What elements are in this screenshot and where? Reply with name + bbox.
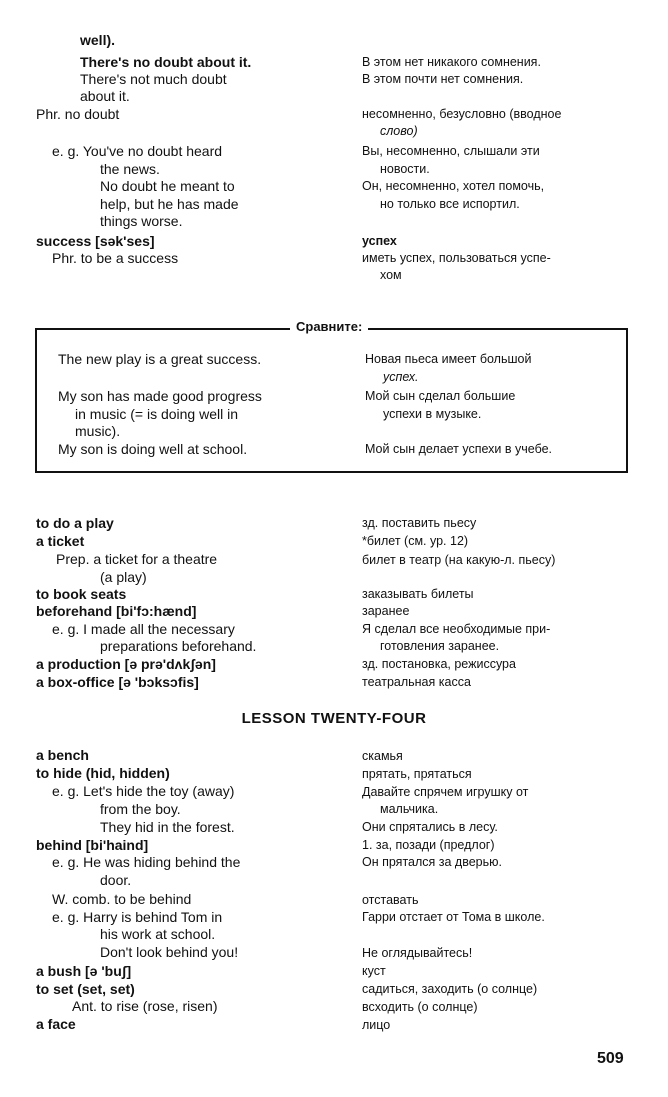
headword: to do a play — [36, 515, 114, 531]
headword: a bush [ə 'buʃ] — [36, 963, 132, 979]
en-line: (a play) — [100, 569, 147, 585]
ru-line: слово) — [380, 124, 418, 138]
en-line: door. — [100, 872, 132, 888]
headword: beforehand [bi'fɔ:hænd] — [36, 603, 197, 619]
box-ru-line: Мой сын сделал большие — [365, 389, 516, 403]
en-line: preparations beforehand. — [100, 638, 257, 654]
ru-line: Он прятался за дверью. — [362, 855, 502, 869]
en-line: e. g. Let's hide the toy (away) — [52, 783, 235, 799]
ru-line: отставать — [362, 893, 419, 907]
ru-line: 1. за, позади (предлог) — [362, 838, 495, 852]
ru-line: несомненно, безусловно (вводное — [362, 107, 562, 121]
en-line: There's no doubt about it. — [80, 54, 252, 70]
headword: a ticket — [36, 533, 85, 549]
ru-line: В этом нет никакого сомнения. — [362, 55, 541, 69]
en-line: e. g. Harry is behind Tom in — [52, 909, 223, 925]
ru-line: *билет (см. ур. 12) — [362, 534, 469, 548]
en-line: Prep. a ticket for a theatre — [56, 551, 218, 567]
headword: a box-office [ə 'bɔksɔfis] — [36, 674, 199, 690]
ru-line: успех — [362, 234, 397, 248]
ru-line: Я сделал все необходимые при- — [362, 622, 551, 636]
en-line: Ant. to rise (rose, risen) — [72, 998, 218, 1014]
headword: to set (set, set) — [36, 981, 135, 997]
en-line: well). — [80, 32, 116, 48]
ru-line: хом — [380, 268, 402, 282]
ru-line: всходить (о солнце) — [362, 1000, 478, 1014]
en-line: Phr. to be a success — [52, 250, 179, 266]
ru-line: мальчика. — [380, 802, 439, 816]
en-line: They hid in the forest. — [100, 819, 235, 835]
box-en-line: My son is doing well at school. — [58, 441, 248, 457]
box-ru-line: успехи в музыке. — [383, 407, 482, 421]
headword: a face — [36, 1016, 76, 1032]
compare-box-title: Сравните: — [290, 318, 368, 336]
ru-line: зд. поставить пьесу — [362, 516, 477, 530]
ru-line: куст — [362, 964, 386, 978]
en-line: Phr. no doubt — [36, 106, 120, 122]
ru-line: Давайте спрячем игрушку от — [362, 785, 529, 799]
en-line: No doubt he meant to — [100, 178, 235, 194]
ru-line: заказывать билеты — [362, 587, 474, 601]
ru-line: В этом почти нет сомнения. — [362, 72, 524, 86]
box-ru-line: Мой сын делает успехи в учебе. — [365, 442, 553, 456]
en-line: W. comb. to be behind — [52, 891, 192, 907]
ru-line: новости. — [380, 162, 430, 176]
ru-line: садиться, заходить (о солнце) — [362, 982, 538, 996]
ru-line: Гарри отстает от Тома в школе. — [362, 910, 545, 924]
headword: behind [bi'haind] — [36, 837, 149, 853]
page-number: 509 — [597, 1050, 624, 1067]
box-en-line: The new play is a great success. — [58, 351, 262, 367]
lesson-heading: LESSON TWENTY-FOUR — [241, 710, 427, 727]
ru-line: лицо — [362, 1018, 391, 1032]
ru-line: билет в театр (на какую-л. пьесу) — [362, 553, 556, 567]
ru-line: прятать, прятаться — [362, 767, 472, 781]
headword: to hide (hid, hidden) — [36, 765, 170, 781]
en-line: e. g. I made all the necessary — [52, 621, 235, 637]
ru-line: Они спрятались в лесу. — [362, 820, 498, 834]
en-line: help, but he has made — [100, 196, 239, 212]
box-en-line: music). — [75, 423, 121, 439]
ru-line: Он, несомненно, хотел помочь, — [362, 179, 545, 193]
headword: to book seats — [36, 586, 127, 602]
en-line: e. g. You've no doubt heard — [52, 143, 223, 159]
ru-line: театральная касса — [362, 675, 471, 689]
en-line: There's not much doubt — [80, 71, 227, 87]
en-line: the news. — [100, 161, 160, 177]
en-line: things worse. — [100, 213, 183, 229]
ru-line: но только все испортил. — [380, 197, 520, 211]
headword: a bench — [36, 747, 89, 763]
en-line: his work at school. — [100, 926, 216, 942]
ru-line: скамья — [362, 749, 403, 763]
ru-line: иметь успех, пользоваться успе- — [362, 251, 551, 265]
box-ru-line: Новая пьеса имеет большой — [365, 352, 532, 366]
en-line: from the boy. — [100, 801, 181, 817]
headword: success [sək'ses] — [36, 233, 155, 249]
box-en-line: in music (= is doing well in — [75, 406, 239, 422]
ru-line: готовления заранее. — [380, 639, 500, 653]
ru-line: Вы, несомненно, слышали эти — [362, 144, 540, 158]
en-line: e. g. He was hiding behind the — [52, 854, 241, 870]
box-ru-line: успех. — [383, 370, 419, 384]
ru-line: заранее — [362, 604, 410, 618]
box-en-line: My son has made good progress — [58, 388, 262, 404]
en-line: Don't look behind you! — [100, 944, 239, 960]
ru-line: зд. постановка, режиссура — [362, 657, 516, 671]
ru-line: Не оглядывайтесь! — [362, 946, 473, 960]
en-line: about it. — [80, 88, 130, 104]
headword: a production [ə prə'dʌkʃən] — [36, 656, 216, 672]
